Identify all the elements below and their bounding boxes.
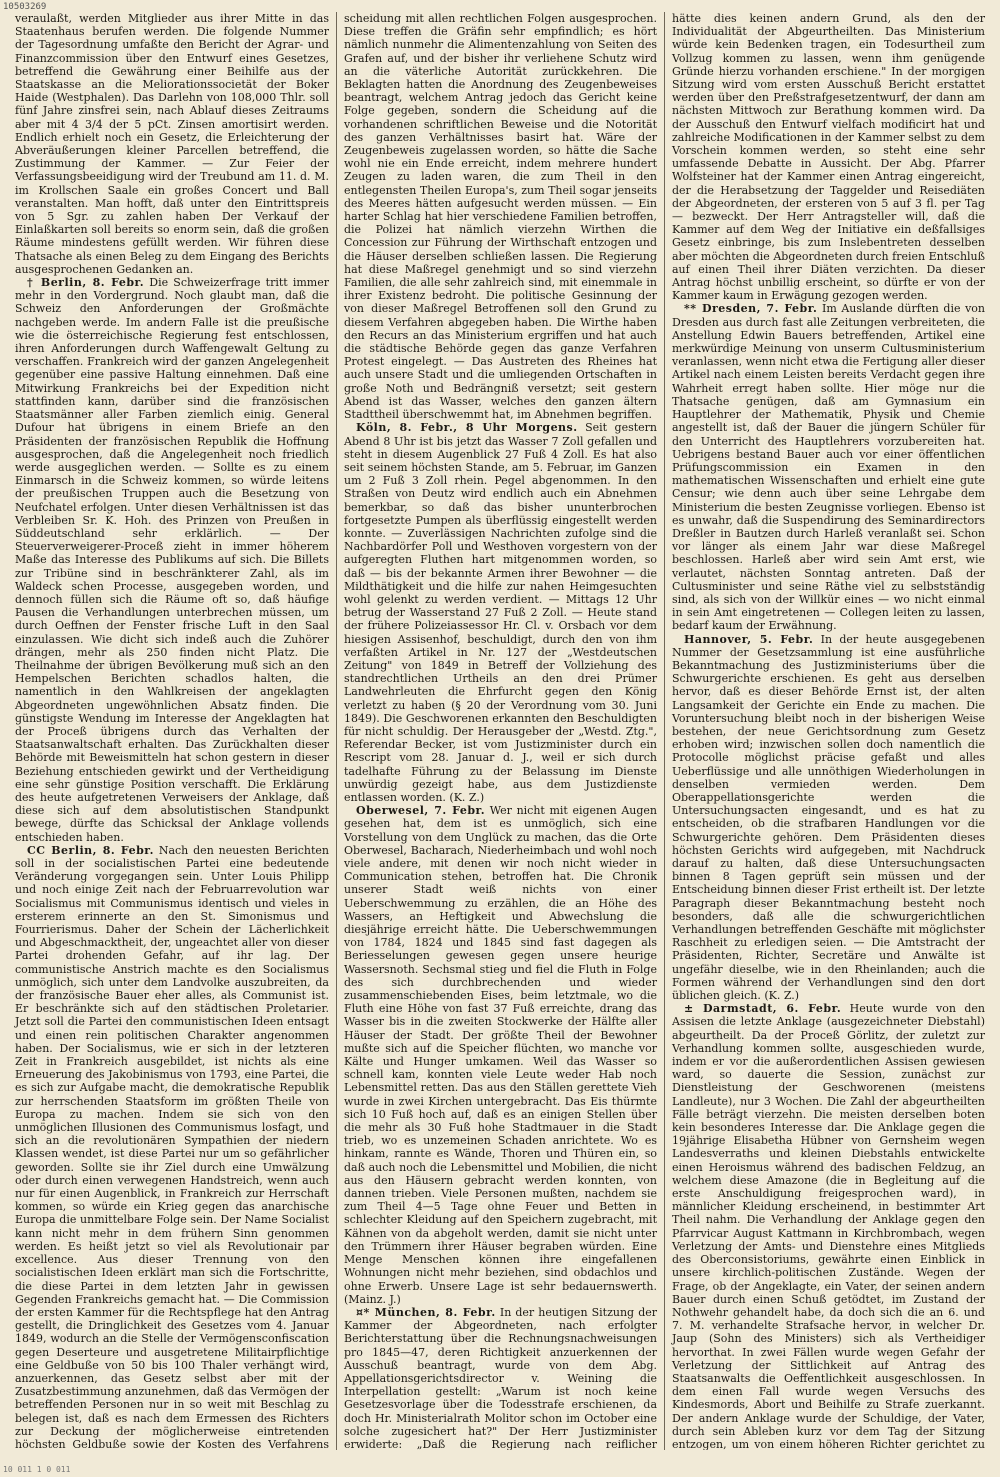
column-1: [8, 12, 336, 1450]
dateline: CC Berlin, 8. Febr.: [27, 843, 154, 857]
article-paragraph: [15, 844, 329, 1450]
dateline: Oberwesel, 7. Febr.: [356, 804, 486, 818]
paragraph-text: veraulaßt, werden Mitglieder aus ihrer Mitte in das Staatenhaus berufen werden. Die folgende Nummer der Tagesordnung umfaßte den Bericht der Agrar- und Finanzcommission über den Entwurf eines Gesetzes, betreffend die Gewährung einer Beihilfe aus der Staatskasse an die Meliorationssocietät der Boker Haide (Westphalen). Das Darlehn von 108,000 Thlr. soll fünf Jahre zinsfrei sein, nach Ablauf dieses Zeitraums aber mit 4 3/4 der 5 pCt. Zinsen amortisirt werden. Endlich erhielt noch ein Gesetz, die Erleichterung der Abveräußerungen kleiner Parcellen betreffend, die Zustimmung der Kammer. — Zur Feier der Verfassungsbeeidigung wird der Treubund am 11. d. M. im Krollschen Saale ein großes Concert und Ball veranstalten. Man hofft, daß unter den Eintrittspreis von 5 Sgr. zu zahlen haben Der Verkauf der Einlaßkarten soll bereits so enorm sein, daß die großen Räume mindestens gefüllt werden. Wir führen diese Thatsache als einen Beleg zu dem Eingang des Berichts ausgesprochenen Gedanken an.: [15, 12, 329, 276]
column-2: [336, 12, 664, 1450]
dateline: ** Dresden, 7. Febr.: [684, 302, 818, 316]
paragraph-text: Wer nicht mit eigenen Augen gesehen hat, dem ist es unmöglich, sich eine Vorstellung von dem Unglück zu machen, das die Orte Oberwesel, Bacharach, Niederheimbach und wohl noch viele andere, mit denen wir noch nicht wieder in Communication stehen, betroffen hat. Die Chronik unserer Stadt weiß nichts von einer Ueberschwemmung zu erzählen, die an Höhe des Wassers, an Heftigkeit und Abwechslung die diesjährige erreicht hätte. Die Ueberschwemmungen von 1784, 1824 und 1845 sind fast dagegen als Beriesselungen gewesen gegen unsere heurige Wassersnoth. Sechsmal stieg und fiel die Fluth in Folge des sich durchbrechenden und wieder zusammenschiebenden Eises, beim letztmale, wo die Fluth eine Höhe von fast 37 Fuß erreichte, drang das Wasser bis in die zweiten Stockwerke der Hälfte aller Häuser der Stadt. Der größte Theil der Bewohner mußte sich auf die Speicher flüchten, wo manche vor Kälte und Hunger umkamen. Weil das Wasser so schnell kam, konnten viele Leute weder Hab noch Lebensmittel retten. Das aus den Ställen gerettete Vieh wurde in zwei Kirchen untergebracht. Das Eis thürmte sich 10 Fuß hoch auf, daß es an einigen Stellen über die mehr als 30 Fuß hohe Stadtmauer in die Stadt trieb, wo es unzemeinen Schaden anrichtete. Wo es hinkam, rannte es Wände, Thoren und Thüren ein, so daß auch noch die Lebensmittel und Mobilien, die nicht aus den Häusern gebracht werden konnten, von dannen trieben. Viele Personen mußten, nachdem sie zum Theil 4—5 Tage ohne Feuer und Betten in schlechter Kleidung auf den Speichern zugebracht, mit Kähnen von da abgeholt werden, damit sie nicht unter den Trümmern ihrer Häuser begraben würden. Eine Menge Menschen können ihre eingefallenen Wohnungen nicht mehr beziehen, sind obdachlos und ohne Erwerb. Unsere Lage ist sehr bedauernswerth. (Mainz. J.): [344, 804, 657, 1306]
article-columns: [8, 12, 992, 1450]
dateline: ± Darmstadt, 6. Febr.: [684, 1002, 842, 1016]
scan-id: 10503269: [3, 2, 47, 12]
dateline: Köln, 8. Febr., 8 Uhr Morgens.: [356, 421, 578, 435]
paragraph-text: Nach den neuesten Berichten soll in der socialistischen Partei eine bedeutende Veränderung vorgegangen sein. Unter Louis Philipp und noch einige Zeit nach der Februarrevolution war Socialismus mit Communismus identisch und vieles in ersterem erinnerte an den St. Simonismus und Fourrierismus. Daher der Schein der Lächerlichkeit und Abgeschmacktheit, der, ungeachtet aller von dieser Partei drohenden Gefahr, auf ihr lag. Der communistische Anstrich machte es den Socialismus unmöglich, sich unter dem Landvolke auszubreiten, da der französische Bauer eher alles, als Communist ist. Er beschränkte sich auf den städtischen Proletarier. Jetzt soll die Partei den communistischen Ideen entsagt und einen rein politischen Charakter angenommen haben. Der Socialismus, wie er sich in der letzteren Zeit in Frankreich ausgebildet, ist nichts als eine Erneuerung des Jakobinismus von 1793, eine Partei, die es sich zur Aufgabe macht, die demokratische Republik zur herrschenden Staatsform im größten Theile von Europa zu machen. Indem sie sich von den unmöglichen Illusionen des Communismus losfagt, und sich an die revolutionären Sympathien der niedern Klassen wendet, ist diese Partei nur um so gefährlicher geworden. Sollte sie ihr Ziel durch eine Umwälzung oder durch einen verwegenen Handstreich, wenn auch nur für einen Augenblick, in Frankreich zur Herrschaft kommen, so würde ein Krieg gegen das anarchische Europa die unmittelbare Folge sein. Der Name Socialist kann nicht mehr in dem frühern Sinn genommen werden. Es heißt jetzt so viel als Revolutionair par excellence. Aus dieser Trennung von den socialistischen Ideen erklärt man sich die Fortschritte, die diese Partei in dem letzten Jahr in gewissen Gegenden Frankreichs gemacht hat. — Die Commission der ersten Kammer für die Rechtspflege hat den Antrag gestellt, die Dringlichkeit des Gesetzes vom 4. Januar 1849, wodurch an die Stelle der Vermögensconfiscation gegen Deserteure und ausgetretene Militairpflichtige eine Geldbuße von 50 bis 100 Thaler verhängt wird, anzuerkennen, das Gesetz selbst aber mit der Zusatzbestimmung anzunehmen, daß das Vermögen der betreffenden Personen nur in so weit mit Beschlag zu belegen ist, daß es nach dem Ermessen des Richters zur Deckung der möglicherweise eintretenden höchsten Geldbuße sowie der Kosten des Verfahrens: [15, 843, 330, 1450]
paragraph-text: Im Auslande dürften die von Dresden aus durch fast alle Zeitungen verbreiteten, die Anstellung Edwin Bauers betreffenden, Artikel eine merkwürdige Meinung von unserm Cultusministerium veranlassen, wenn nicht etwa die Fertigung aller dieser Artikel nach einem Leisten bereits Verdacht gegen ihre Wahrheit erregt haben sollte. Hier möge nur die Thatsache genügen, daß am Gymnasium ein Hauptlehrer der Mathematik, Physik und Chemie angestellt ist, daß der Bauer die jüngern Schüler für den Unterricht des Hauptlehrers vorzubereiten hat. Uebrigens bestand Bauer auch vor einer öffentlichen Prüfungscommission ein Examen in den mathematischen Wissenschaften und erhielt eine gute Censur; wie denn auch über seine Lehrgabe dem Ministerium die besten Zeugnisse vorliegen. Ebenso ist es unwahr, daß die Suspendirung des Seminardirectors Dreßler in Bautzen durch Harleß veranlaßt sei. Schon vor länger als einem Jahr war diese Maßregel beschlossen. Harleß aber wird sein Amt erst, wie verlautet, nächsten Sonntag antreten. Daß der Cultusminister und seine Räthe viel zu selbstständig sind, als sich von der Willkür eines — wo nicht einmal in sein Amt eingetretenen — Collegen leiten zu lassen, bedarf kaum der Erwähnung.: [672, 302, 985, 633]
footer-mark: 10 011 1 0 011: [3, 1465, 71, 1474]
paragraph-text: scheidung mit allen rechtlichen Folgen ausgesprochen. Diese treffen die Gräfin sehr empfindlich; es hört nämlich nunmehr die Alimentenzahlung von Seiten des Grafen auf, und der bisher ihr verliehene Schutz wird an die väterliche Autorität zurückkehren. Die Beklagten hatten die Anordnung des Zeugenbeweises beantragt, welchem Antrag jedoch das Gericht keine Folge gegeben, sondern die Scheidung auf die vorhandenen schriftlichen Beweise und die Notorität des ganzen Verhältnisses basirt hat. Wäre der Zeugenbeweis zugelassen worden, so hätte die Sache wohl nie ein Ende erreicht, indem mehrere hundert Zeugen zu laden waren, die zum Theil in den entlegensten Theilen Europa's, zum Theil sogar jenseits des Meeres hätten aufgesucht werden müssen. — Ein harter Schlag hat hier verschiedene Familien betroffen, die Polizei hat nämlich vierzehn Wirthen die Concession zur Führung der Wirthschaft entzogen und die Häuser derselben schließen lassen. Die Regierung hat diese Maßregel genehmigt und so sind vierzehn Familien, die alle sehr zahlreich sind, mit einemmale in ihrer Existenz bedroht. Die politische Gesinnung der von dieser Maßregel Betroffenen soll den Grund zu diesem Verfahren abgegeben haben. Die Wirthe haben den Recurs an das Ministerium ergriffen und hat auch die städtische Behörde gegen das ganze Verfahren Protest eingelegt. — Das Austreten des Rheines hat auch unsere Stadt und die umliegenden Ortschaften in große Noth und Bedrängniß versetzt; seit gestern Abend ist das Wasser, welches den ganzen ältern Stadttheil überschwemmt hat, im Abnehmen begriffen.: [344, 12, 657, 422]
paragraph-text: Heute wurde von den Assisen die letzte Anklage (ausgezeichneter Diebstahl) abgeurtheilt. Da der Proceß Görlitz, der zuletzt zur Verhandlung kommen sollte, ausgeschieden wurde, indem er vor die außerordentlichen Assisen gewiesen ward, so dauerte die Session, zunächst zur Dienstleistung der Geschworenen (meistens Landleute), nur 3 Wochen. Die Zahl der abgeurtheilten Fälle beträgt vierzehn. Die meisten derselben boten kein besonderes Interesse dar. Die Anklage gegen die 19jährige Elisabetha Hübner von Gernsheim wegen Landesverraths und kleinen Diebstahls entwickelte einen Heroismus während des badischen Feldzug, an welchem diese Amazone (die in Begleitung auf die erste Anschuldigung freigesprochen ward), in männlicher Kleidung erscheinend, in bestimmter Art Theil nahm. Die Verhandlung der Anklage gegen den Pfarrvicar August Kattmann in Kirchbrombach, wegen Verletzung der Amts- und Dienstehre eines Mitglieds des Oberconsistoriums, gewährte einen Einblick in unsere kirchlich-politischen Zustände. Wegen der Frage, ob der Angeklagte, ein Vater, der seinen andern Bauer durch einen Schuß getödtet, im Zustand der Nothwehr gehandelt habe, da doch sich die an 6. und 7. M. verhandelte Strafsache hervor, in welcher Dr. Jaup (Sohn des Ministers) sich als Vertheidiger hervorthat. In zwei Fällen wurde wegen Gefahr der Verletzung der Sittlichkeit auf Antrag des Staatsanwalts die Oeffentlichkeit ausgeschlossen. In dem einen Fall wurde wegen Versuchs des Kindesmords, Abort und Beihilfe zu Strafe zuerkannt. Der andern Anklage wurde der Schuldige, der Vater, durch sein Ableben kurz vor dem Tag der Sitzung entzogen, um von einem höheren Richter gerichtet zu: [672, 1002, 986, 1450]
article-paragraph: [15, 276, 329, 844]
article-paragraph: [672, 12, 985, 302]
article-paragraph: [15, 12, 329, 276]
dateline: Hannover, 5. Febr.: [684, 632, 814, 646]
article-paragraph: [344, 1306, 657, 1450]
article-paragraph: [672, 1002, 985, 1450]
column-3: [664, 12, 992, 1450]
paragraph-text: hätte dies keinen andern Grund, als den der Individualität der Abgeurtheilten. Das Ministerium würde kein Bedenken tragen, ein Todesurtheil zum Vollzug kommen zu lassen, wenn ihm genügende Gründe hierzu vorhanden erschiene." In der morgigen Sitzung wird vom ersten Ausschuß Bericht erstattet werden über den Preßstrafgesetzentwurf, der dann am nächsten Mittwoch zur Berathung kommen wird. Da der Ausschuß den Entwurf vielfach modificirt hat und zahlreiche Modificationen in der Kammer selbst zu dem Vorschein kommen werden, so steht eine sehr umfassende Debatte in Aussicht. Der Abg. Pfarrer Wolfsteiner hat der Kammer einen Antrag eingereicht, der die Herabsetzung der Taggelder und Reisediäten der Abgeordneten, der ersteren von 5 auf 3 fl. per Tag — bezweckt. Der Herr Antragsteller will, daß die Kammer auf dem Weg der Initiative ein deßfallsiges Gesetz einbringe, bis zum Inslebentreten desselben aber möchten die Abgeordneten durch freien Entschluß auf einen Theil ihrer Diäten verzichten. Da dieser Antrag höchst unbillig erscheint, so dürfte er von der Kammer kaum in Erwägung gezogen werden.: [672, 12, 985, 303]
paragraph-text: In der heute ausgegebenen Nummer der Gesetzsammlung ist eine ausführliche Bekanntmachung des Justizministeriums über die Schwurgerichte erschienen. Es geht aus derselben hervor, daß es dieser Behörde Ernst ist, der alten Langsamkeit der Gerichte ein Ende zu machen. Die Voruntersuchung bleibt noch in der bisherigen Weise bestehen, der neue Gerichtsordnung zum Gesetz erhoben wird; inzwischen sollen doch namentlich die Protocolle möglichst präcise gefaßt und alles Ueberflüssige und alle unnöthigen Wiederholungen in denselben vermieden werden. Dem Oberappellationsgerichte werden die Untersuchungsacten eingesandt, und es hat zu entscheiden, ob die strafbaren Handlungen vor die Schwurgerichte gehören. Dem Präsidenten dieses höchsten Gerichts wird aufgegeben, mit Nachdruck darauf zu halten, daß diese Untersuchungsacten binnen 8 Tagen geprüft sein müssen und der Entscheidung binnen dieser Frist ertheilt ist. Der letzte Paragraph dieser Bekanntmachung besteht noch besonders, daß alle die schwurgerichtlichen Verhandlungen betreffenden Geschäfte mit möglichster Raschheit zu erledigen seien. — Die Amtstracht der Präsidenten, Richter, Secretäre und Anwälte ist ungefähr dieselbe, wie in den Rheinlanden; auch die Formen während der Verhandlungen sind den dort üblichen gleich. (K. Z.): [672, 632, 985, 1003]
article-paragraph: [344, 12, 657, 421]
dateline: † Berlin, 8. Febr.: [27, 276, 145, 290]
article-paragraph: [344, 421, 657, 804]
paragraph-text: Seit gestern Abend 8 Uhr ist bis jetzt das Wasser 7 Zoll gefallen und steht in diesem Augenblick 27 Fuß 4 Zoll. Es hat also seit seinem höchsten Stande, am 5. Februar, im Ganzen um 2 Fuß 3 Zoll rhein. Pegel abgenommen. In den Straßen von Deutz wird endlich auch ein Abnehmen bemerkbar, so daß das bisher ununterbrochen fortgesetzte Pumpen als überflüssig eingestellt werden konnte. — Zuverlässigen Nachrichten zufolge sind die Nachbardörfer Poll und Westhoven vorgestern von der aufgeregten Fluthen hart mitgenommen worden, so daß — bis der bekannte Armen ihrer Bewohner — die Mildthätigkeit und die hilfe zur nahen Heimgesuchten wohl gelenkt zu werden verdient. — Mittags 12 Uhr betrug der Wasserstand 27 Fuß 2 Zoll. — Heute stand der frühere Polizeiassessor Hr. Cl. v. Orsbach vor dem hiesigen Assisenhof, beschuldigt, durch den von ihm verfaßten Artikel in Nr. 127 der „Westdeutschen Zeitung" von 1849 in Betreff der Vollziehung des standrechtlichen Urtheils an den drei Prümer Landwehrleuten die Ehrfurcht gegen den König verletzt zu haben (§ 20 der Verordnung vom 30. Juni 1849). Die Geschworenen erkannten den Beschuldigten für nicht schuldig. Der Herausgeber der „Westd. Ztg.", Referendar Becker, ist vom Justizminister durch ein Rescript vom 28. Januar d. J., weil er sich durch tadelhafte Führung zu der Belassung im Dienste unwürdig gezeigt habe, aus dem Justizdienste entlassen worden. (K. Z.): [344, 421, 658, 804]
paragraph-text: Die Schweizerfrage tritt immer mehr in den Vordergrund. Noch glaubt man, daß die Schweiz den Anforderungen der Großmächte nachgeben werde. Im andern Falle ist die preußische wie die österreichische Regierung fest entschlossen, ihren Anforderungen durch Waffengewalt Geltung zu verschaffen. Frankreich wird der ganzen Angelegenheit gegenüber eine passive Haltung einnehmen. Daß eine Mitwirkung Frankreichs bei der Expedition nicht stattfinden kann, darüber sind die französischen Staatsmänner aller Farben ziemlich einig. General Dufour hat übrigens in einem Briefe an den Präsidenten der französischen Republik die Hoffnung ausgesprochen, daß die Angelegenheit noch friedlich werde ausgeglichen werden. — Sollte es zu einem Einmarsch in die Schweiz kommen, so würde leitens der preußischen Truppen auch die Besetzung von Neufchatel erfolgen. Unter diesen Verhältnissen ist das Verbleiben Sr. K. Hoh. des Prinzen von Preußen in Süddeutschland sehr erklärlich. — Der Steuerverweigerer-Proceß zieht in immer höherem Maße das Interesse des Publikums auf sich. Die Billets zur Tribüne sind in beschränkterer Zahl, als im Waldeck schen Processe, ausgegeben worden, und dennoch füllen sich die Räume oft so, daß häufige Pausen die Verhandlungen unterbrechen müssen, um durch Oeffnen der Fenster frische Luft in den Saal einzulassen. Wie dicht sich indeß auch die Zuhörer drängen, mehr als 250 finden nicht Platz. Die Theilnahme der übrigen Bevölkerung muß sich an den Hempelschen Berichten schadlos halten, die namentlich in den Wahlkreisen der angeklagten Abgeordneten ungewöhnlichen Absatz finden. Die günstigste Wendung im Interesse der Angeklagten hat der Proceß übrigens durch das Verhalten der Staatsanwaltschaft erhalten. Das Zurückhalten dieser Behörde mit Beweismitteln hat schon gestern in dieser Beziehung entschieden gewirkt und der Vertheidigung eine sehr günstige Position verschafft. Die Erklärung des heute aufgetretenen Verweisers der Anklage, daß diese sich auf dem absolutistischen Standpunkt bewege, dürfte das Schicksal der Anklage vollends entschieden haben.: [15, 276, 330, 844]
article-paragraph: [672, 302, 985, 632]
article-paragraph: [344, 804, 657, 1306]
dateline: ¤* München, 8. Febr.: [356, 1305, 496, 1319]
paragraph-text: In der heutigen Sitzung der Kammer der Abgeordneten, nach erfolgter Berichterstattung über die Rechnungsnachweisungen pro 1845—47, deren Richtigkeit anzuerkennen der Ausschuß beantragt, wurde von dem Abg. Appellationsgerichtsdirector v. Weining die Interpellation gestellt: „Warum ist noch keine Gesetzesvorlage über die Todesstrafe erschienen, da doch Hr. Ministerialrath Molitor schon im October eine solche zugesichert hat?" Der Herr Justizminister erwiderte: „Daß die Regierung nach reiflicher: [344, 1305, 658, 1450]
article-paragraph: [672, 633, 985, 1003]
